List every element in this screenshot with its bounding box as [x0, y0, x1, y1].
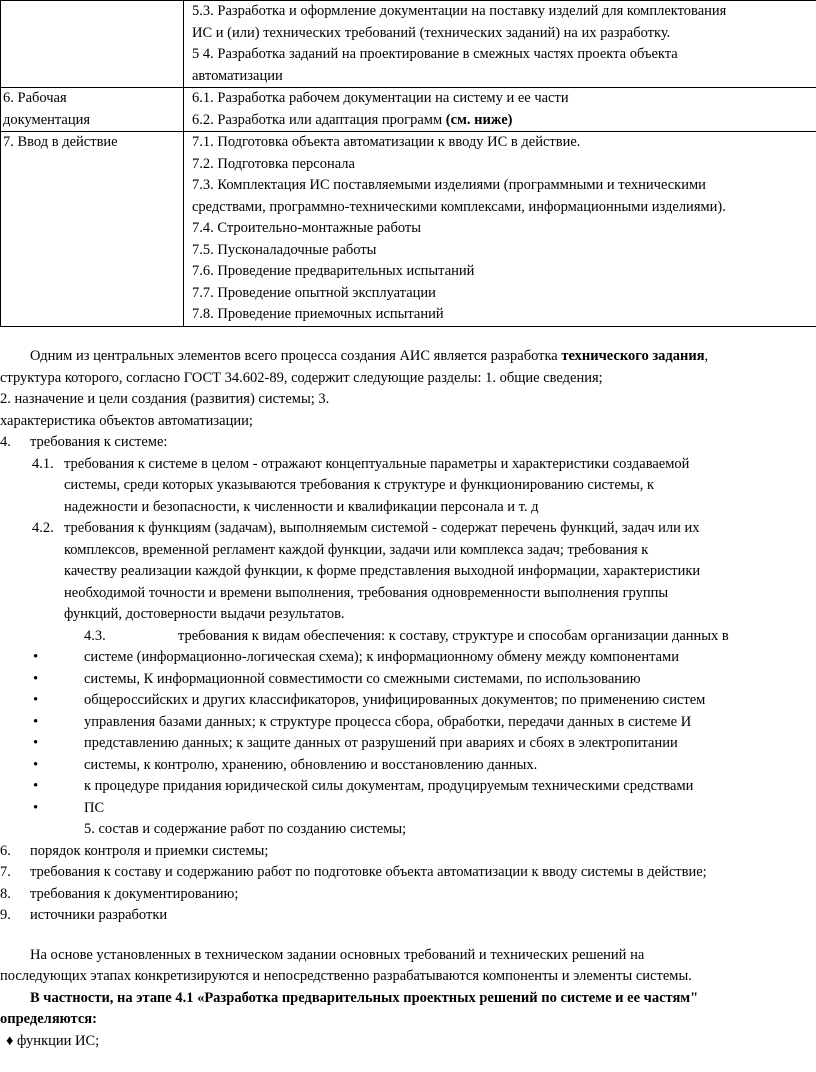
table-row	[1, 1, 816, 88]
item-text: требования к системе:	[30, 434, 168, 450]
bullet-line	[0, 733, 816, 755]
list-item: ♦ функции ИС;	[6, 1032, 100, 1049]
item-text: требования к видам обеспечения: к составу, структуре и способам организации данных в	[178, 627, 729, 644]
stage-label: документация	[3, 111, 91, 128]
bullet-line	[0, 690, 816, 712]
task-line: 7.5. Пусконаладочные работы	[192, 241, 377, 258]
bullet-line	[0, 776, 816, 798]
subsection-line: надежности и безопасности, к численности и квалификации персонала и т. д	[64, 498, 539, 515]
item-number: 9.	[0, 907, 11, 923]
task-line: автоматизации	[192, 67, 283, 84]
bullet-icon: •	[33, 756, 39, 773]
subsection-4-3	[0, 626, 816, 648]
task-line: ИС и (или) технических требований (технических заданий) на их разработку.	[192, 24, 671, 41]
bullet-text: системе (информационно-логическая схема); к информационному обмену между компонентами	[84, 649, 679, 665]
item-number: 8.	[0, 885, 11, 902]
intro-paragraph	[0, 346, 816, 368]
subsection-line: системы, среди которых указываются требования к структуре и функционированию системы, к	[64, 477, 655, 493]
intro-text: Одним из центральных элементов всего процесса создания АИС является разработка	[30, 348, 562, 364]
bullet-text: ПС	[84, 799, 105, 816]
item-text: требования к составу и содержанию работ по подготовке объекта автоматизации к вводу системы в действие;	[30, 864, 707, 880]
subsection-line: комплексов, временной регламент каждой функции, задачи или комплекса задач; требования к	[64, 541, 649, 558]
list-item: характеристика объектов автоматизации;	[0, 412, 253, 429]
bullet-line	[0, 669, 816, 691]
item-text: требования к документированию;	[30, 885, 239, 902]
list-item	[0, 905, 816, 927]
task-line: 5 4. Разработка заданий на проектирование в смежных частях проекта объекта	[192, 46, 678, 62]
bullet-line	[0, 647, 816, 669]
task-line: 5.3. Разработка и оформление документации на поставку изделий для комплектования	[192, 3, 727, 19]
table-row	[1, 132, 816, 327]
stages-table	[0, 0, 816, 327]
intro-line: структура которого, согласно ГОСТ 34.602-89, содержит следующие разделы: 1. общие сведения;	[0, 369, 603, 386]
task-line: 7.4. Строительно-монтажные работы	[192, 220, 422, 236]
bullet-icon: •	[33, 670, 39, 687]
item-text: источники разработки	[30, 907, 168, 923]
list-item	[0, 432, 816, 454]
task-line: 7.3. Комплектация ИС поставляемыми изделиями (программными и техническими	[192, 177, 706, 193]
stage-cell	[1, 1, 184, 88]
subsection-line: функций, достоверности выдачи результатов.	[64, 606, 345, 622]
spacer	[0, 927, 816, 945]
subsection-4-1	[0, 454, 816, 476]
task-line: 7.6. Проведение предварительных испытаний	[192, 263, 475, 279]
task-line: 7.8. Проведение приемочных испытаний	[192, 306, 444, 322]
bullet-icon: •	[33, 735, 39, 751]
item-number: 7.	[0, 864, 11, 880]
list-item	[0, 884, 816, 906]
item-text: порядок контроля и приемки системы;	[30, 842, 269, 859]
item-number: 4.	[0, 434, 11, 450]
bullet-line	[0, 798, 816, 820]
task-text: 6.2. Разработка или адаптация программ	[192, 111, 443, 128]
task-line: 7.2. Подготовка персонала	[192, 155, 355, 172]
list-item: 2. назначение и цели создания (развития) системы; 3.	[0, 391, 330, 407]
tasks-cell	[184, 1, 816, 88]
bullet-icon: •	[33, 778, 39, 794]
bullet-line	[0, 755, 816, 777]
stage-cell	[1, 88, 184, 132]
bullet-icon: •	[33, 799, 39, 816]
list-item: 5. состав и содержание работ по созданию системы;	[84, 821, 407, 837]
bullet-icon: •	[33, 713, 39, 730]
table-row	[1, 88, 816, 132]
intro-term: технического задания	[561, 348, 705, 364]
bullet-text: к процедуре придания юридической силы документам, продуцируемым техническими средствами	[84, 778, 694, 794]
subsection-4-2	[0, 518, 816, 540]
tasks-cell	[184, 132, 816, 327]
item-text: требования к системе в целом - отражают концептуальные параметры и характеристики создаваемой	[64, 455, 690, 472]
subsection-line: качеству реализации каждой функции, к форме представления выходной информации, характеристики	[64, 563, 701, 579]
item-number: 4.1.	[32, 455, 54, 472]
paragraph-line: последующих этапах конкретизируются и непосредственно разрабатываются компоненты и элементы системы.	[0, 968, 692, 984]
bullet-text: управления базами данных; к структуре процесса сбора, обработки, передачи данных в системе И	[84, 713, 692, 730]
item-number: 6.	[0, 842, 11, 859]
bullet-text: представлению данных; к защите данных от разрушений при авариях и сбоях в электропитании	[84, 735, 678, 751]
bullet-text: общероссийских и других классификаторов, унифицированных документов; по применению систем	[84, 692, 706, 708]
stage-label: 6. Рабочая	[3, 90, 67, 106]
paragraph-line: На основе установленных в техническом задании основных требований и технических решений на	[30, 946, 645, 963]
item-text: требования к функциям (задачам), выполняемым системой - содержат перечень функций, задач или их	[64, 520, 700, 536]
paragraph-line: В частности, на этапе 4.1 «Разработка предварительных проектных решений по системе и ее частям"	[30, 989, 699, 1006]
intro-punct: ,	[704, 348, 709, 364]
list-item	[0, 862, 816, 884]
task-line: 7.1. Подготовка объекта автоматизации к вводу ИС в действие.	[192, 134, 581, 150]
task-line: средствами, программно-техническими комплексами, информационными изделиями).	[192, 198, 726, 215]
item-number: 4.2.	[32, 520, 54, 536]
item-number: 4.3.	[84, 627, 106, 644]
document-body	[0, 346, 816, 1052]
task-line	[192, 110, 816, 132]
stage-cell	[1, 132, 184, 327]
bullet-icon: •	[33, 692, 39, 708]
stage-label: 7. Ввод в действие	[3, 134, 118, 150]
task-line: 7.7. Проведение опытной эксплуатации	[192, 284, 436, 301]
bullet-icon: •	[33, 649, 39, 665]
paragraph-line: определяются:	[0, 1011, 97, 1027]
subsection-line: необходимой точности и времени выполнения, требования одновременности выполнения группы	[64, 584, 669, 601]
list-item	[0, 841, 816, 863]
bullet-text: системы, к контролю, хранению, обновлению и восстановлению данных.	[84, 756, 538, 773]
bullet-text: системы, К информационной совместимости со смежными системами, по использованию	[84, 670, 641, 687]
task-line: 6.1. Разработка рабочем документации на систему и ее части	[192, 90, 569, 106]
bullet-line	[0, 712, 816, 734]
task-note: (см. ниже)	[445, 111, 513, 128]
tasks-cell	[184, 88, 816, 132]
